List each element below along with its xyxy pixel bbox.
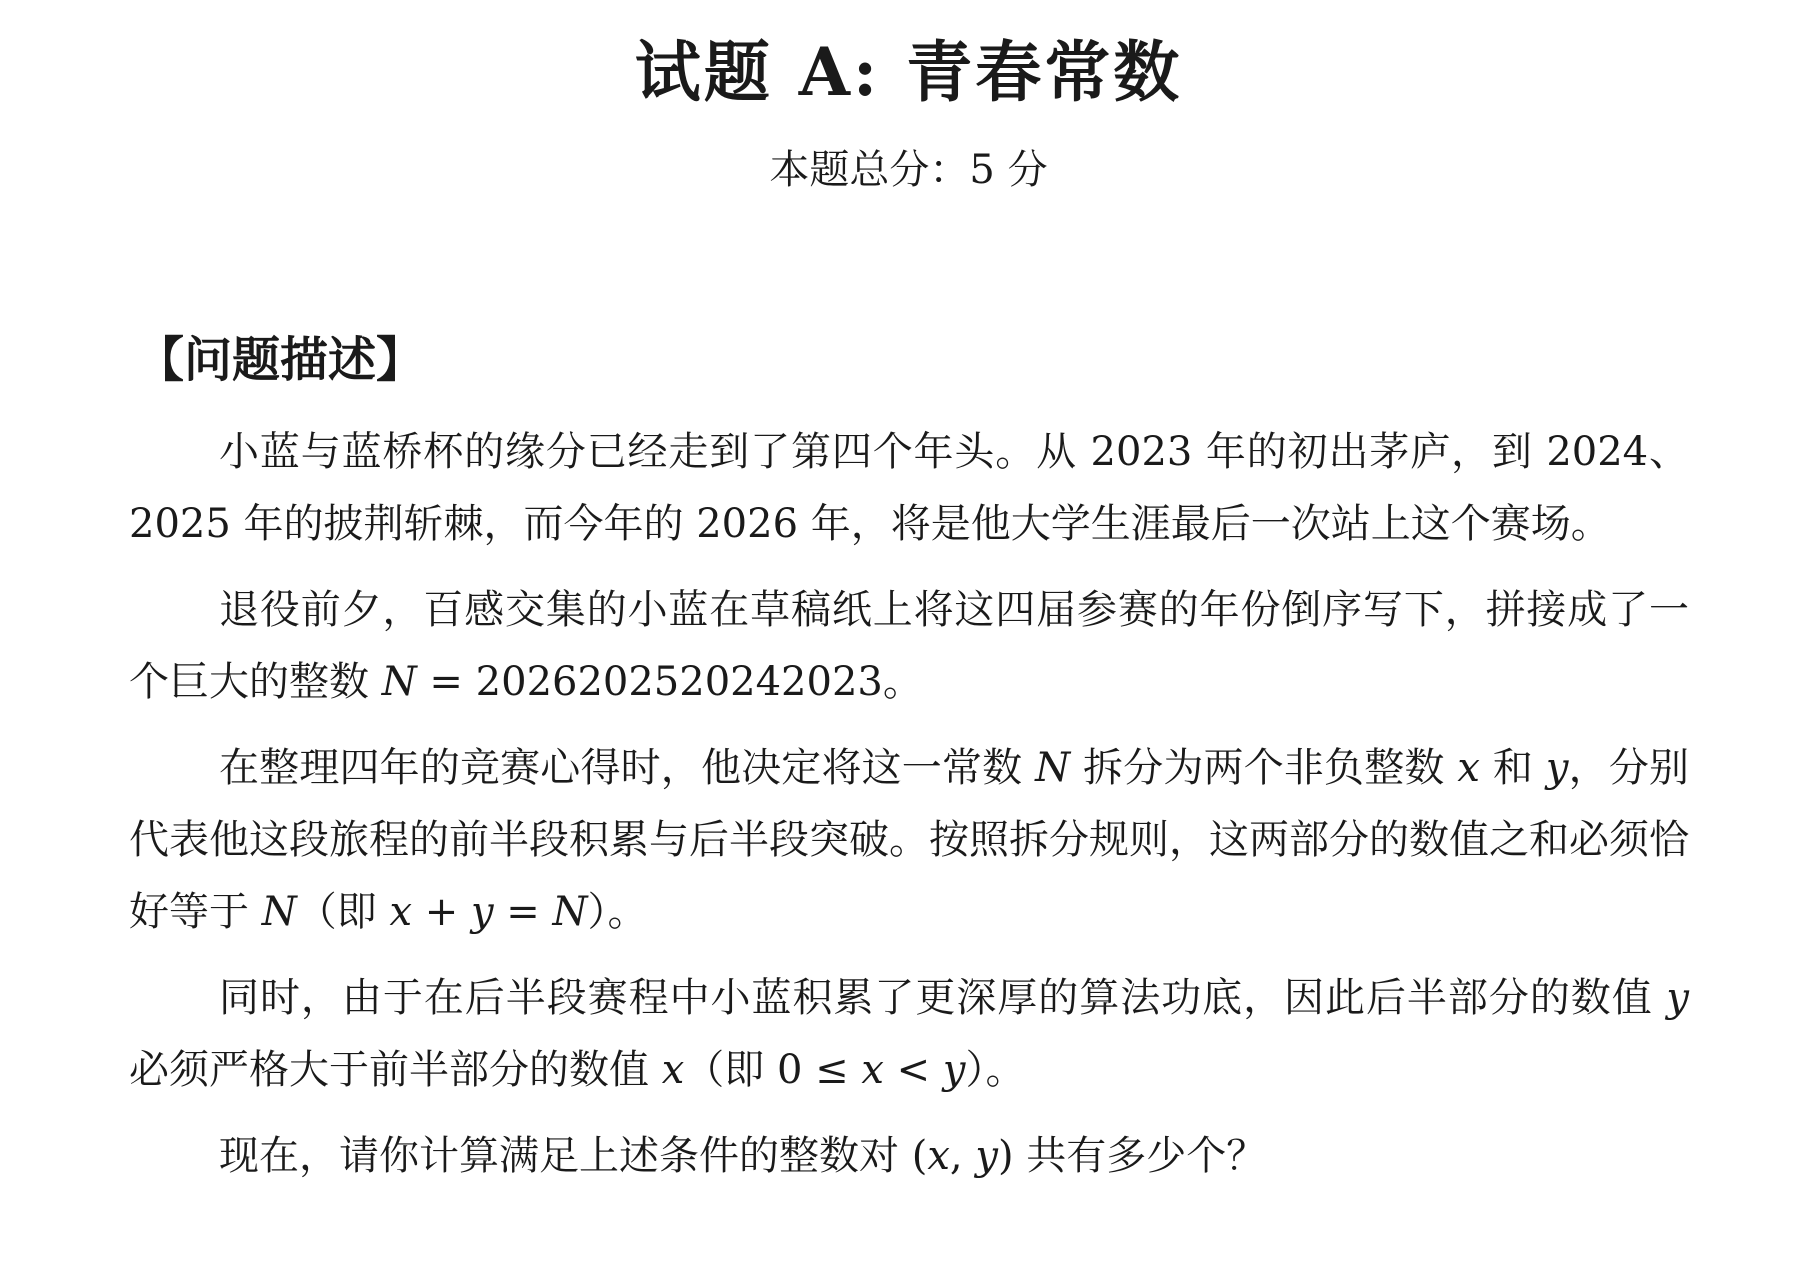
paragraph-5-text: 现在，请你计算满足上述条件的整数对 ( (219, 1133, 928, 1179)
paragraph-2-text: 退役前夕，百感交集的小蓝在草稿纸上将这四届参赛的年份倒序写下，拼接成了一个巨大的整数 (129, 587, 1689, 705)
math-variable-n: N (552, 889, 588, 935)
paragraph-3-text: + (412, 889, 471, 935)
paragraph-3-text: 和 (1479, 745, 1546, 791)
paragraph-2 (129, 574, 1689, 718)
paragraph-4-text: （即 0 ≤ (684, 1047, 862, 1093)
section-heading-problem-description: 【问题描述】 (136, 332, 425, 388)
paragraph-3-text: ）。 (587, 889, 648, 935)
math-variable-x: x (927, 1133, 950, 1179)
math-variable-y: y (975, 1133, 998, 1179)
problem-description-body (129, 416, 1689, 1206)
paragraph-3-text: （即 (296, 889, 390, 935)
math-variable-n: N (381, 659, 417, 705)
math-variable-n: N (261, 889, 297, 935)
paragraph-1: 小蓝与蓝桥杯的缘分已经走到了第四个年头。从 2023 年的初出茅庐，到 2024、2025 年的披荆斩棘，而今年的 2026 年，将是他大学生涯最后一次站上这个赛场。 (129, 429, 1689, 547)
paragraph-3-text: 拆分为两个非负整数 (1070, 745, 1458, 791)
paragraph-4 (129, 962, 1689, 1106)
paragraph-5-text: ) 共有多少个？ (997, 1133, 1267, 1179)
paragraph-3 (129, 732, 1689, 948)
math-variable-y: y (1545, 745, 1569, 791)
paragraph-4-text: < (883, 1047, 943, 1093)
paragraph-5 (129, 1120, 1689, 1192)
math-variable-n: N (1035, 745, 1071, 791)
paragraph-3-text: ，分别代表他这段旅程的前半段积累与后半段突破。按照拆分规则，这两部分的数值之和必须恰好等于 (129, 745, 1689, 935)
paragraph-2-text: = 2026202520242023。 (416, 659, 923, 705)
math-variable-y: y (470, 889, 494, 935)
problem-title: 试题 A: 青春常数 (634, 33, 1183, 111)
paragraph-4-text: ）。 (965, 1047, 1026, 1093)
math-variable-x: x (389, 889, 412, 935)
paragraph-4-text: 同时，由于在后半段赛程中小蓝积累了更深厚的算法功底，因此后半部分的数值 (219, 975, 1667, 1021)
paragraph-4-text: 必须严格大于前半部分的数值 (129, 1047, 662, 1093)
math-variable-x: x (1457, 745, 1480, 791)
math-variable-y: y (942, 1047, 966, 1093)
paragraph-5-text: , (949, 1133, 976, 1179)
paragraph-3-text: 在整理四年的竞赛心得时，他决定将这一常数 (219, 745, 1036, 791)
paragraph-3-text: = (493, 889, 553, 935)
math-variable-x: x (661, 1047, 685, 1093)
problem-score: 本题总分：5 分 (769, 147, 1048, 193)
math-variable-x: x (861, 1047, 884, 1093)
math-variable-y: y (1666, 975, 1689, 1021)
